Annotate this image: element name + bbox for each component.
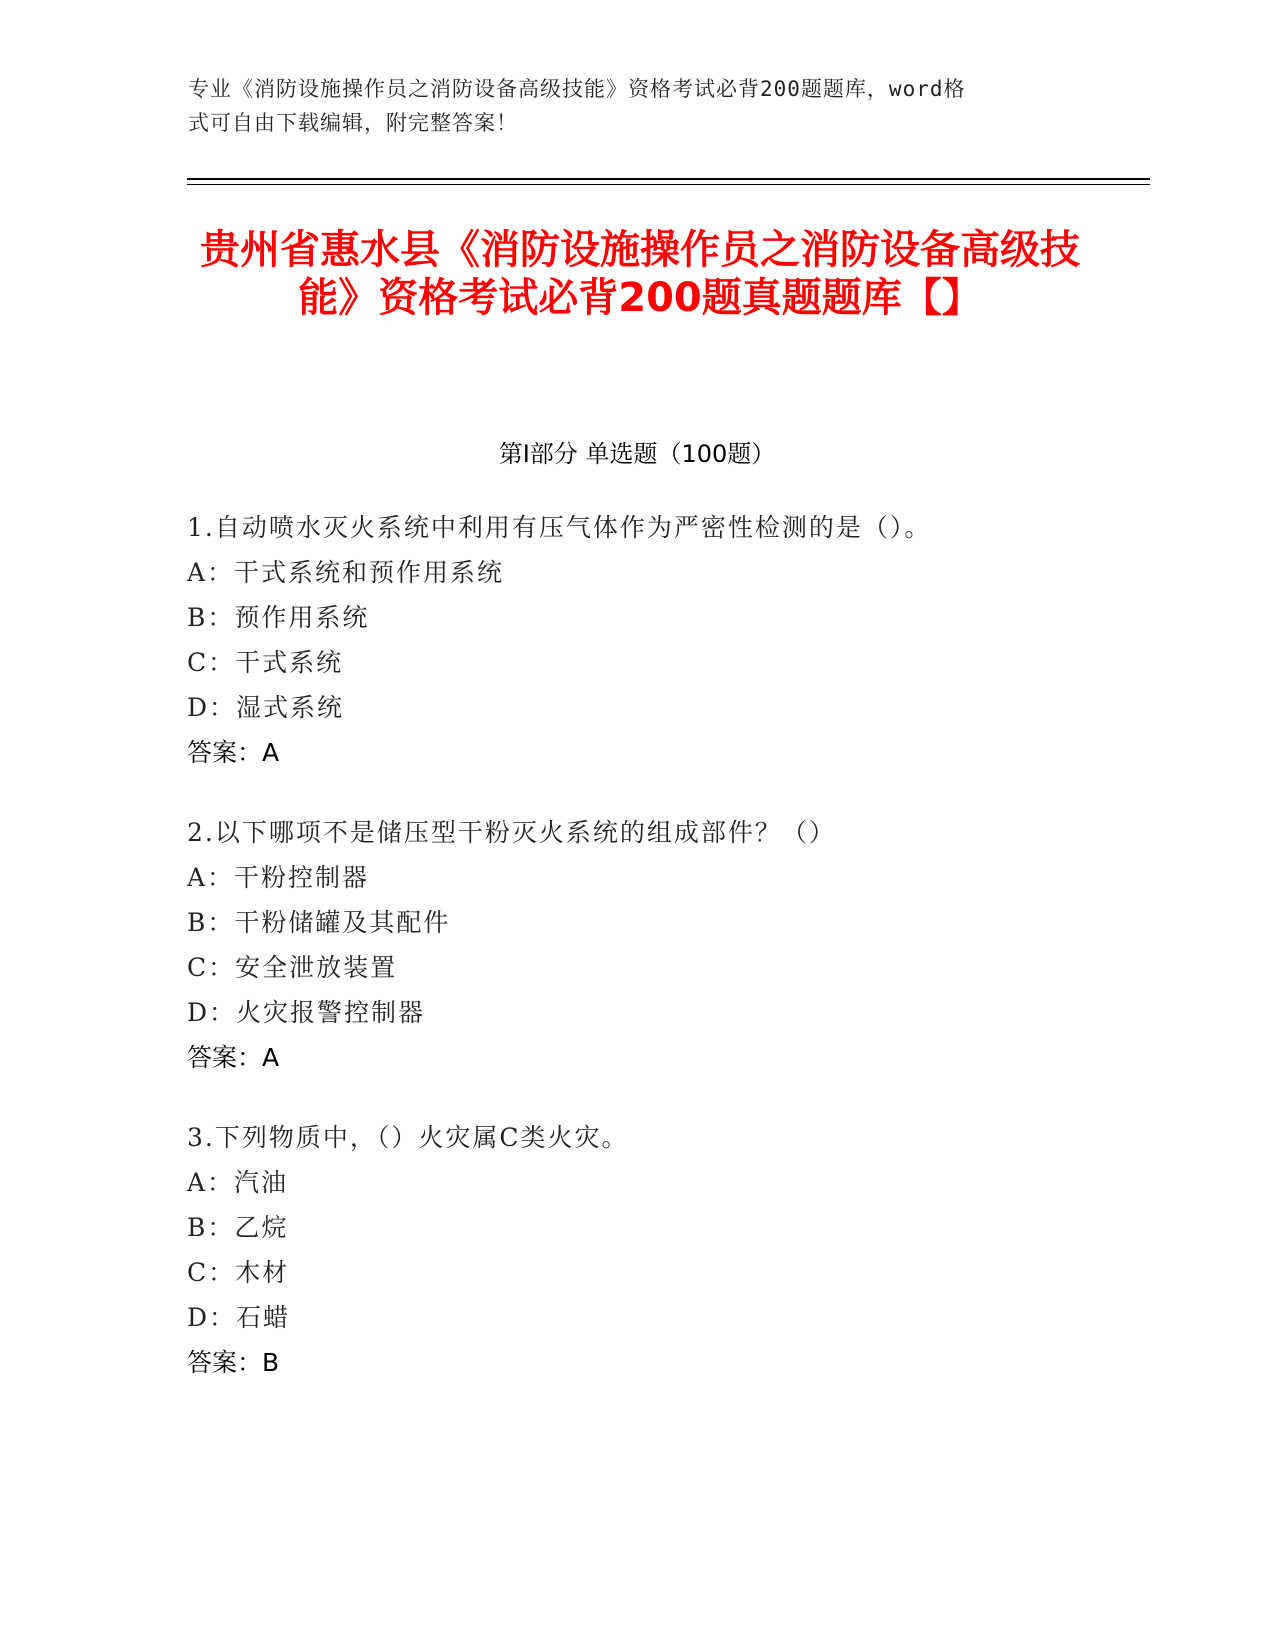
answer: 答案：A [187,738,280,767]
header-note-line-2: 式可自由下载编辑，附完整答案！ [188,111,518,135]
document-title: 贵州省惠水县《消防设施操作员之消防设备高级技能》资格考试必背200题真题题库【】 [200,227,1080,321]
option-a: A：汽油 [187,1168,289,1197]
question-stem: 3.下列物质中，（）火灾属C类火灾。 [187,1123,629,1152]
option-a: A：干粉控制器 [187,863,370,892]
question-stem: 1.自动喷水灭火系统中利用有压气体作为严密性检测的是（）。 [187,513,932,542]
option-b: B：预作用系统 [187,603,370,632]
question-3 [187,1115,1087,1385]
option-d: D：火灾报警控制器 [187,998,426,1027]
question-1 [187,505,1087,775]
option-d: D：湿式系统 [187,693,345,722]
header-divider-thin [187,184,1150,185]
option-c: C：干式系统 [187,648,344,677]
option-d: D：石蜡 [187,1303,291,1332]
option-c: C：安全泄放装置 [187,953,398,982]
answer: 答案：B [187,1348,280,1377]
question-2 [187,810,1087,1080]
option-c: C：木材 [187,1258,290,1287]
header-note [188,72,1068,140]
option-b: B：乙烷 [187,1213,289,1242]
option-b: B：干粉储罐及其配件 [187,908,451,937]
question-stem: 2.以下哪项不是储压型干粉灭火系统的组成部件？（） [187,818,836,847]
section-heading: 第I部分 单选题（100题） [498,440,776,468]
header-divider-thick [187,178,1150,180]
option-a: A：干式系统和预作用系统 [187,558,505,587]
answer: 答案：A [187,1043,280,1072]
header-note-line-1: 专业《消防设施操作员之消防设备高级技能》资格考试必背200题题库，word格 [188,77,966,101]
